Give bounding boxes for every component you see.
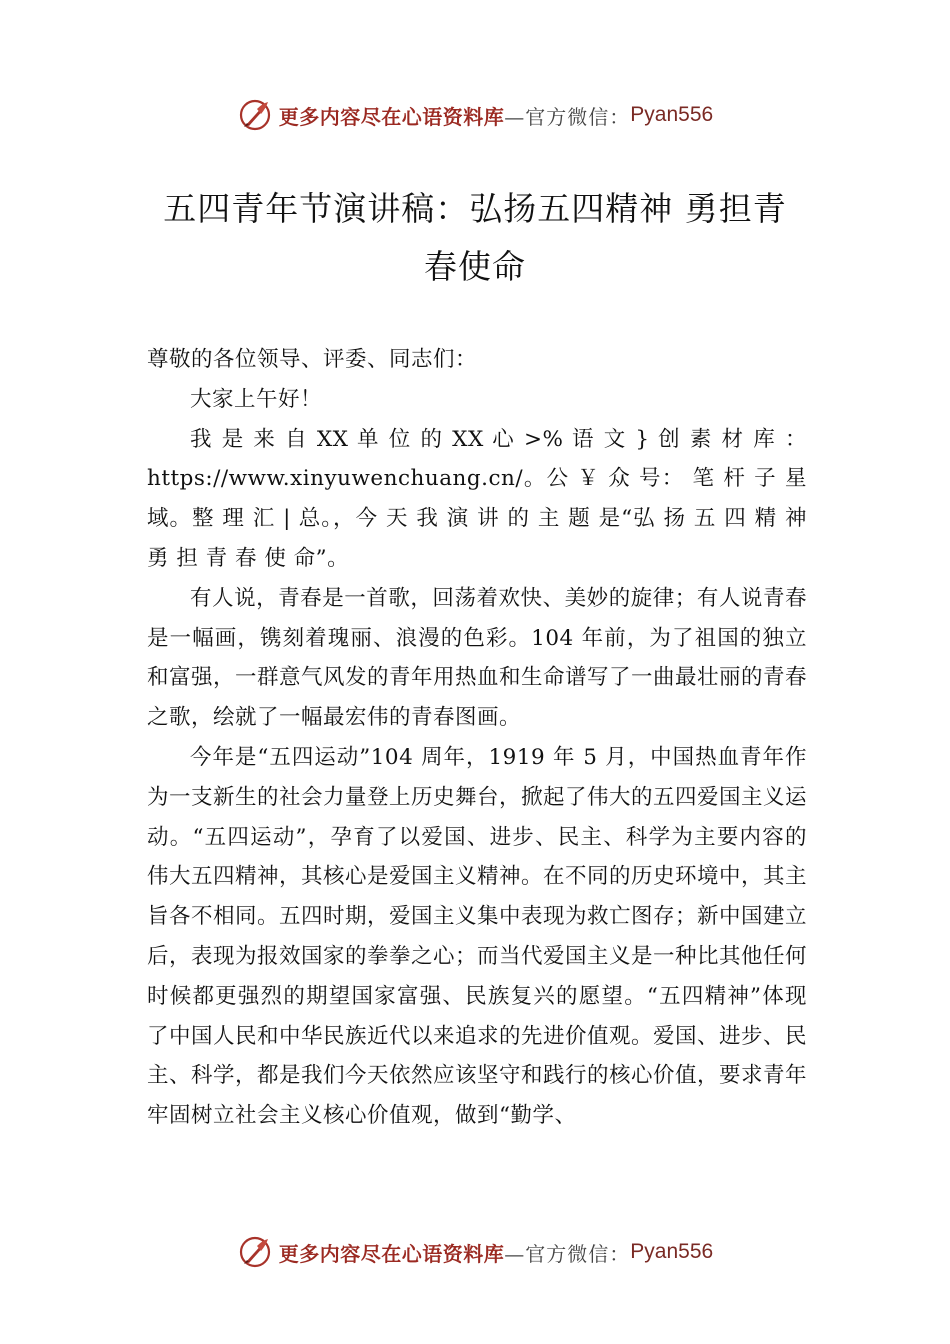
speech-body: [147, 340, 807, 1136]
header-watermark-banner: [0, 95, 950, 135]
banner-main-text: 更多内容尽在心语资料库: [278, 1241, 505, 1266]
banner-wechat-id: Pyan556: [630, 103, 714, 126]
banner-sub-text: —官方微信：: [504, 104, 631, 129]
page-title: [130, 180, 820, 296]
banner-main-text: 更多内容尽在心语资料库: [278, 104, 505, 129]
banner-sub-text: —官方微信：: [504, 1241, 631, 1266]
quill-pen-logo-icon: [237, 1234, 273, 1270]
banner-wechat-id: Pyan556: [630, 1240, 714, 1263]
title-line-1: 五四青年节演讲稿：弘扬五四精神 勇担青: [163, 189, 787, 228]
paragraph-intro: 我 是 来 自 XX 单 位 的 XX 心 >% 语 文 } 创 素 材 库 ： https://www.xinyuwenchuang.cn/。公 ￥ 众 号： 笔 杆 子 星 域。整 理 汇 | 总。，今 天 我 演 讲 的 主 题 是“弘 扬 五 四 精 神 勇 担 青 春 使 命”。: [147, 426, 807, 571]
greeting: 大家上午好！: [190, 386, 323, 412]
footer-watermark-banner: [0, 1232, 950, 1272]
quill-pen-logo-icon: [237, 97, 273, 133]
paragraph-may-fourth: 今年是“五四运动”104 周年，1919 年 5 月，中国热血青年作为一支新生的社会力量登上历史舞台，掀起了伟大的五四爱国主义运动。“五四运动”，孕育了以爱国、进步、民主、科学为主要内容的伟大五四精神，其核心是爱国主义精神。在不同的历史环境中，其主旨各不相同。五四时期，爱国主义集中表现为救亡图存；新中国建立后，表现为报效国家的拳拳之心；而当代爱国主义是一种比其他任何时候都更强烈的期望国家富强、民族复兴的愿望。“五四精神”体现了中国人民和中华民族近代以来追求的先进价值观。爱国、进步、民主、科学，都是我们今天依然应该坚守和践行的核心价值，要求青年牢固树立社会主义核心价值观，做到“勤学、: [147, 744, 808, 1129]
paragraph-youth: 有人说，青春是一首歌，回荡着欢快、美妙的旋律；有人说青春是一幅画，镌刻着瑰丽、浪漫的色彩。104 年前，为了祖国的独立和富强，一群意气风发的青年用热血和生命谱写了一曲最壮丽的青春之歌，绘就了一幅最宏伟的青春图画。: [147, 585, 808, 731]
title-line-2: 春使命: [424, 247, 526, 286]
salutation: 尊敬的各位领导、评委、同志们：: [147, 347, 478, 372]
